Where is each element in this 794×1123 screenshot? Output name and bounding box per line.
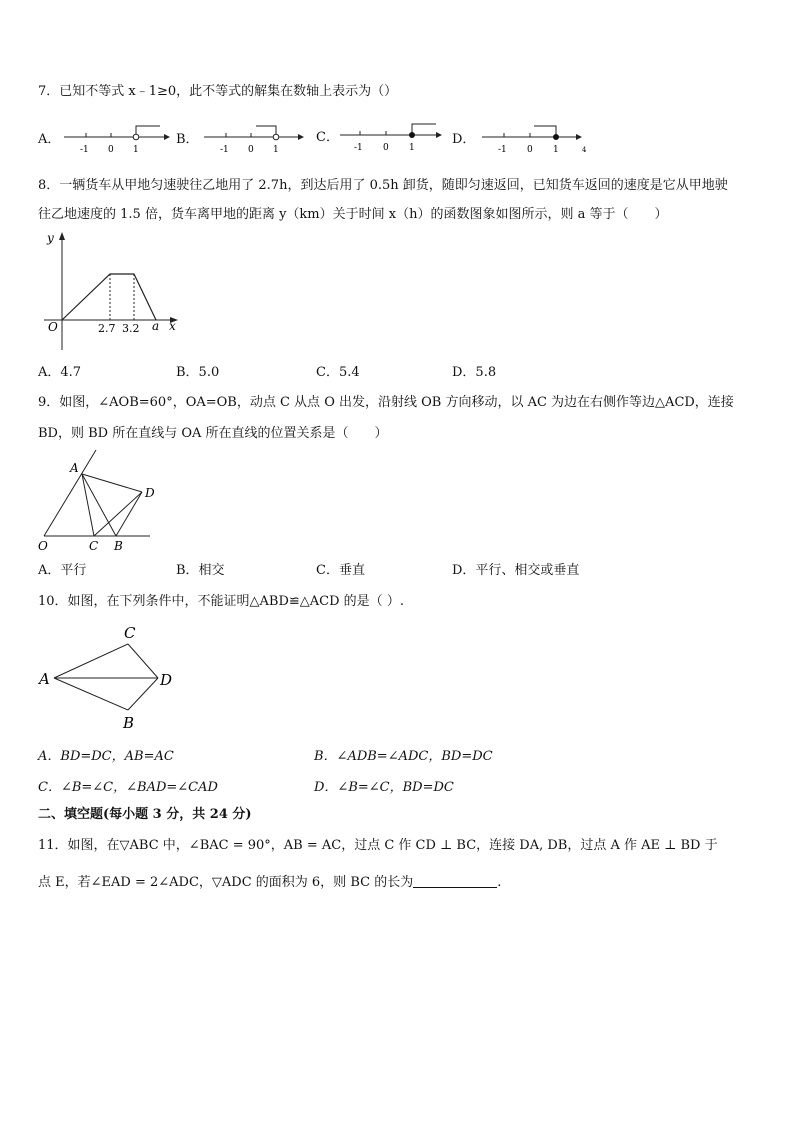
tick-label: 1	[553, 145, 559, 155]
q10-geometry-figure	[36, 620, 186, 734]
q9-option-d: D．平行、相交或垂直	[452, 563, 580, 578]
tick-label: -1	[354, 143, 363, 153]
tick-label: 0	[248, 145, 254, 155]
q9-geometry-figure	[34, 448, 160, 556]
point-d-label: D	[145, 486, 155, 500]
q8-text-line2: 往乙地速度的 1.5 倍，货车离甲地的距离 y（km）关于时间 x（h）的函数图象如图所示，则 a 等于（ ）	[38, 207, 668, 222]
tick-label: -1	[80, 145, 89, 155]
tick-label: -1	[220, 145, 229, 155]
q10-option-b: B．∠ADB=∠ADC，BD=DC	[314, 749, 493, 764]
q10-option-a: A．BD=DC，AB=AC	[38, 749, 174, 764]
q7-numberline-b	[200, 118, 312, 156]
tick-label: 1	[133, 145, 139, 155]
tick-label: 4	[582, 146, 587, 154]
tick-label: 0	[527, 145, 533, 155]
tick-label: 0	[108, 145, 114, 155]
point-a-label: A	[39, 670, 50, 688]
q8-option-b: B．5.0	[176, 365, 220, 380]
tick-label: 0	[383, 143, 389, 153]
q7-option-d-label: D．	[452, 132, 476, 147]
point-d-label: D	[160, 671, 173, 689]
q9-text-line2: BD，则 BD 所在直线与 OA 所在直线的位置关系是（ ）	[38, 426, 388, 441]
point-a-label: A	[70, 461, 79, 475]
q7-option-a-label: A．	[38, 132, 61, 147]
graph-x-label: x	[169, 319, 176, 333]
q11-text-line2	[38, 873, 501, 893]
graph-tick-3-2: 3.2	[122, 322, 140, 335]
point-o-label: O	[38, 539, 48, 553]
q7-numberline-c	[336, 116, 448, 154]
q7-numberline-a	[60, 118, 172, 156]
q8-option-a: A．4.7	[38, 365, 82, 380]
q8-function-graph	[38, 228, 188, 354]
q9-option-c: C．垂直	[316, 563, 365, 578]
tick-label: 1	[273, 145, 279, 155]
q10-text: 10．如图，在下列条件中，不能证明△ABD≌△ACD 的是（ ）.	[38, 594, 404, 609]
tick-label: 1	[409, 143, 415, 153]
graph-tick-2-7: 2.7	[98, 322, 116, 335]
graph-tick-a: a	[152, 319, 160, 333]
point-b-label: B	[123, 714, 135, 732]
q7-option-c-label: C．	[316, 130, 339, 145]
q7-text: 7．已知不等式 x﹣1≥0，此不等式的解集在数轴上表示为（）	[38, 84, 398, 99]
answer-blank[interactable]	[413, 873, 497, 888]
q8-option-c: C．5.4	[316, 365, 360, 380]
q11-line2-end: .	[497, 875, 502, 890]
point-c-label: C	[89, 539, 99, 553]
q7-numberline-d	[478, 118, 590, 156]
q11-line2-text: 点 E，若∠EAD = 2∠ADC，▽ADC 的面积为 6，则 BC 的长为	[38, 875, 414, 890]
q10-option-c: C．∠B=∠C，∠BAD=∠CAD	[38, 780, 218, 795]
q11-text-line1: 11．如图，在▽ABC 中，∠BAC = 90°，AB = AC，过点 C 作 CD ⊥ BC，连接 DA, DB，过点 A 作 AE ⊥ BD 于	[38, 838, 718, 853]
graph-origin-label: O	[48, 320, 58, 334]
tick-label: -1	[498, 145, 507, 155]
graph-y-label: y	[47, 231, 54, 245]
q10-option-d: D．∠B=∠C，BD=DC	[314, 780, 454, 795]
q8-option-d: D．5.8	[452, 365, 497, 380]
point-c-label: C	[124, 624, 136, 642]
point-b-label: B	[114, 539, 123, 553]
q7-option-b-label: B．	[176, 132, 199, 147]
q9-text-line1: 9．如图，∠AOB=60°，OA=OB，动点 C 从点 O 出发，沿射线 OB 方向移动，以 AC 为边在右侧作等边△ACD，连接	[38, 395, 734, 410]
q8-text-line1: 8．一辆货车从甲地匀速驶往乙地用了 2.7h，到达后用了 0.5h 卸货，随即匀速返回，已知货车返回的速度是它从甲地驶	[38, 178, 728, 193]
q9-option-a: A．平行	[38, 563, 87, 578]
section-2-title: 二、填空题(每小题 3 分，共 24 分)	[38, 807, 252, 822]
q9-option-b: B．相交	[176, 563, 225, 578]
